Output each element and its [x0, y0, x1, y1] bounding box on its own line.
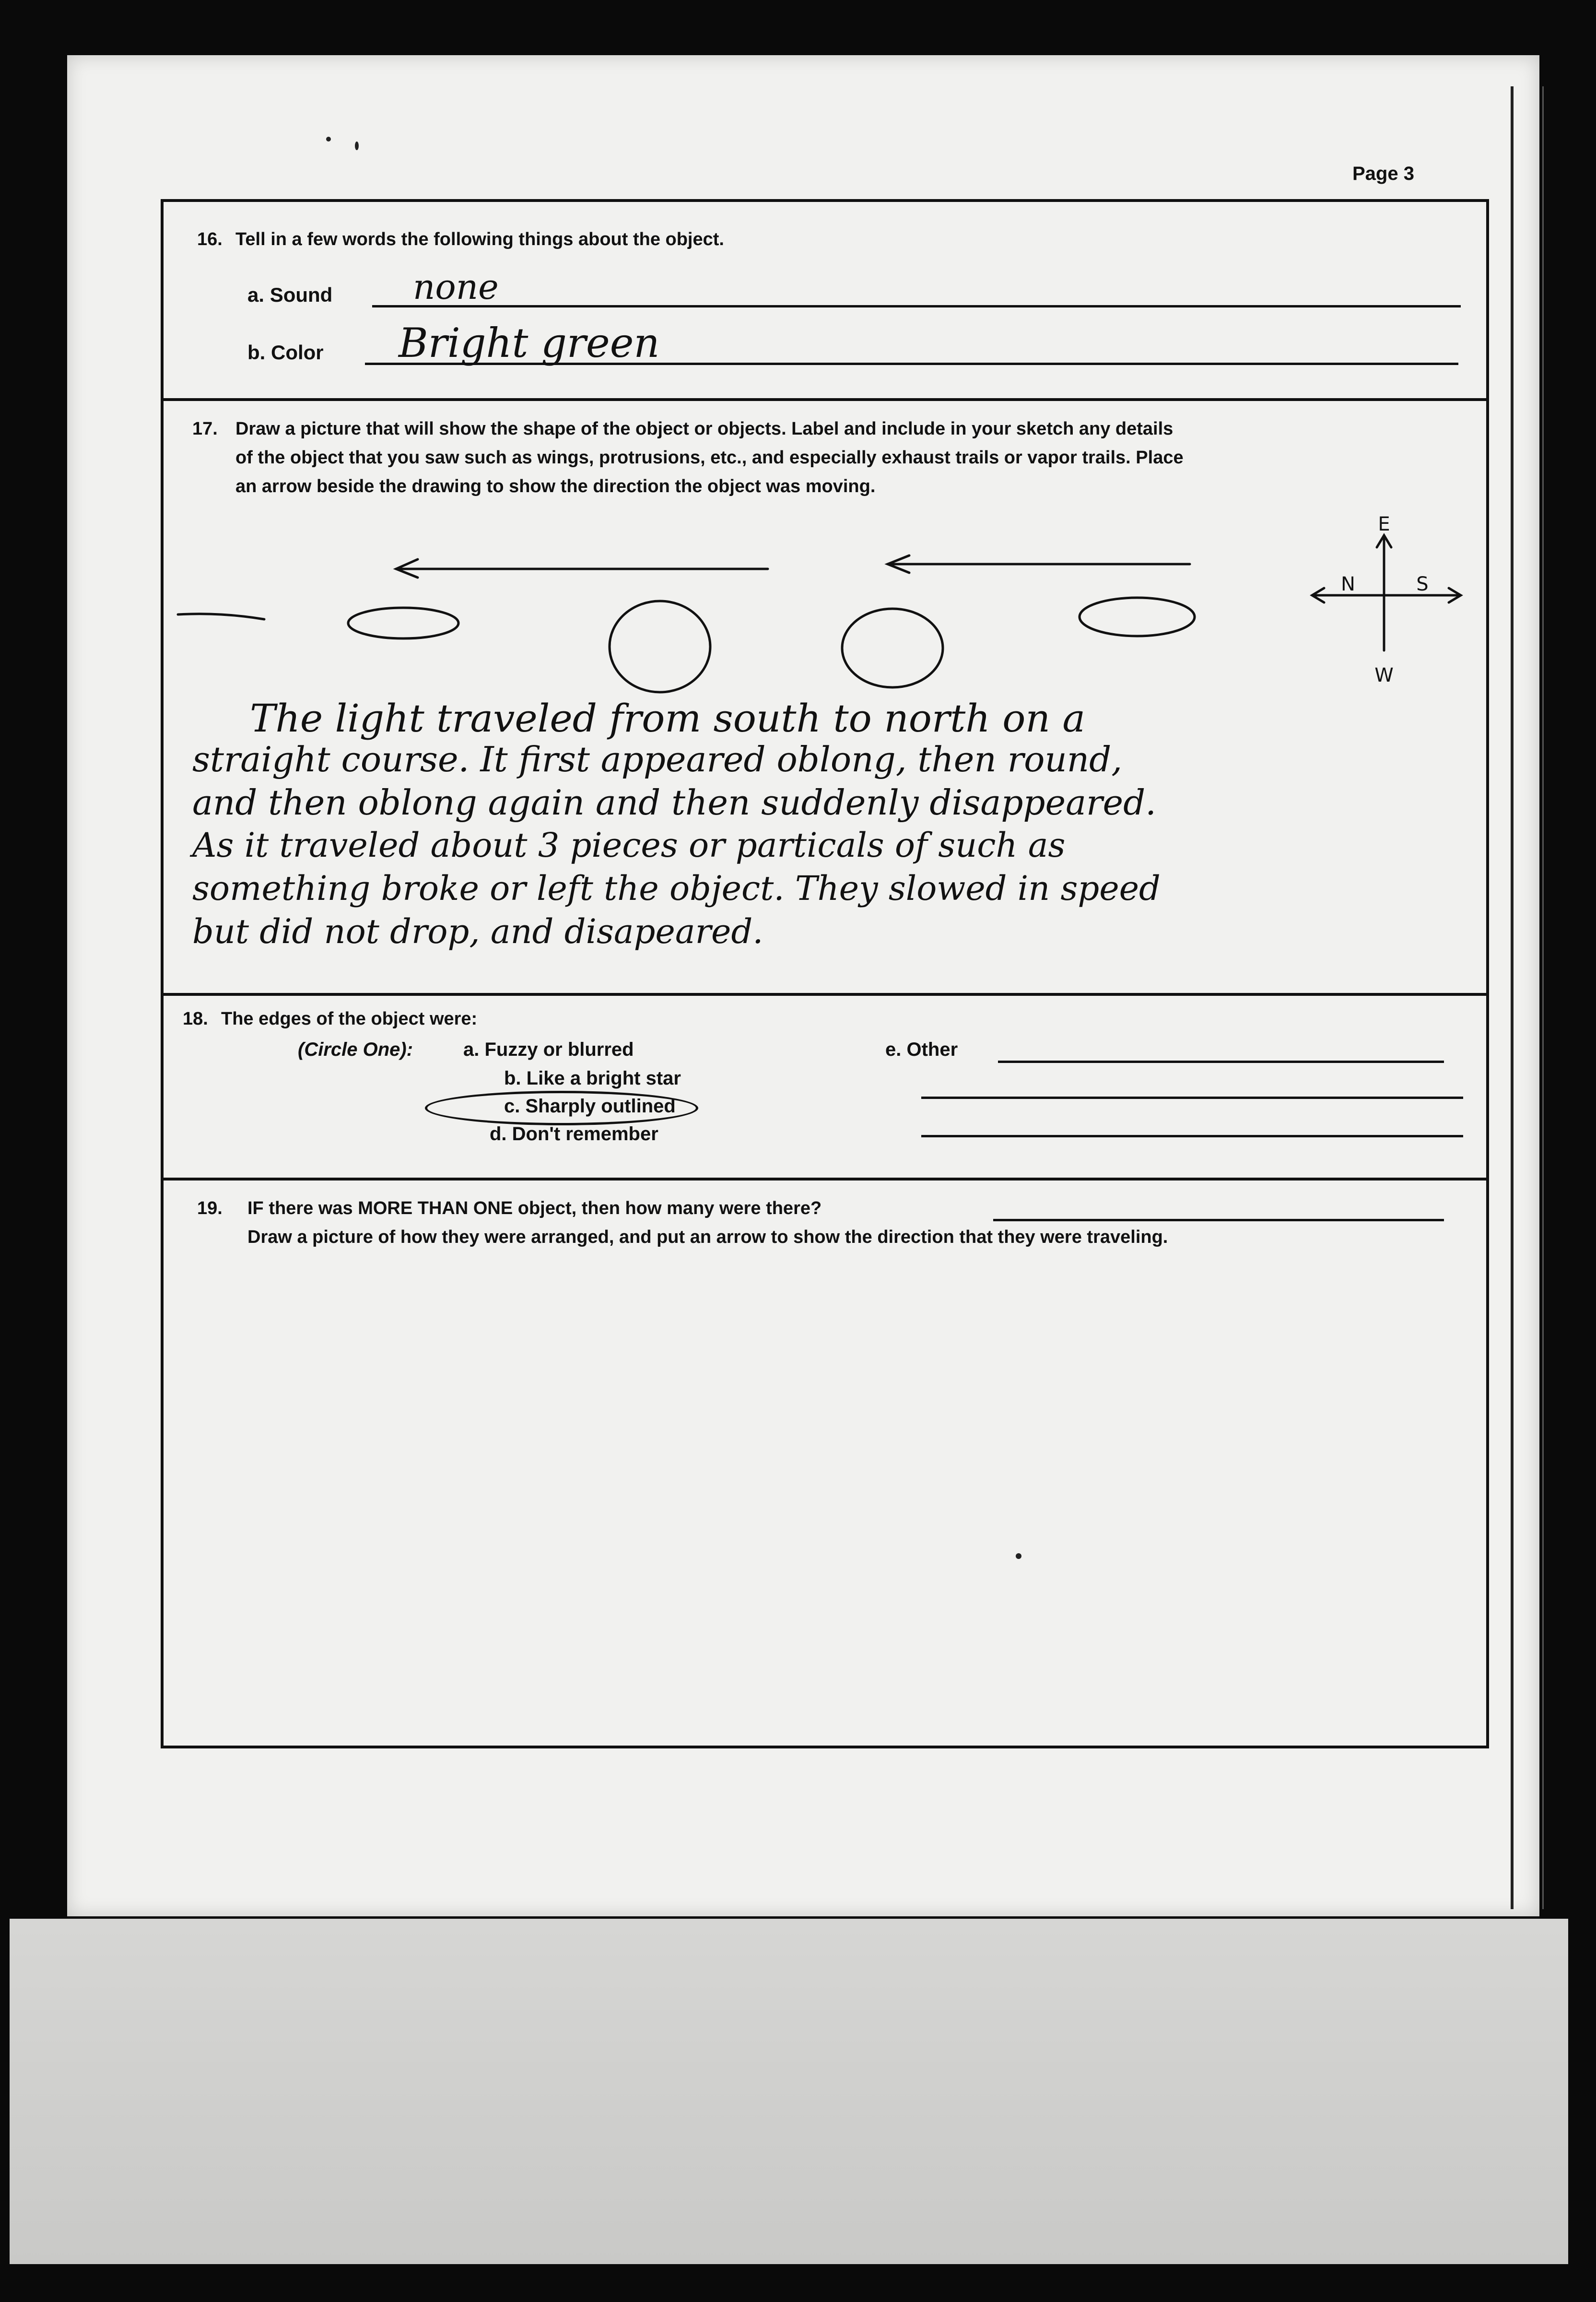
question-18-section [164, 996, 1486, 1181]
edge-option-b[interactable]: b. Like a bright star [504, 1068, 681, 1089]
q17-prompt-line-1: Draw a picture that will show the shape of the object or objects. Label and include in your sketch any details [235, 419, 1174, 439]
edge-option-e-other[interactable]: e. Other [885, 1039, 958, 1060]
edge-option-c[interactable]: c. Sharply outlined [504, 1096, 676, 1117]
q17-prompt-line-2: of the object that you saw such as wings, protrusions, etc., and especially exhaust trails or vapor trails. Place [235, 448, 1184, 468]
other-line-1[interactable] [998, 1061, 1444, 1063]
edge-option-a[interactable]: a. Fuzzy or blurred [463, 1039, 634, 1060]
compass-label-top: E [1378, 513, 1390, 535]
color-label: b. Color [247, 341, 324, 364]
q18-prompt: The edges of the object were: [221, 1009, 478, 1029]
color-value[interactable]: Bright green [399, 319, 660, 366]
description-line-6[interactable]: but did not drop, and disapeared. [192, 912, 763, 951]
sketch-oblong-2 [1080, 598, 1195, 636]
sketch-oblong-1 [348, 608, 458, 638]
sound-label: a. Sound [247, 283, 333, 306]
selected-option-circle [425, 1091, 698, 1125]
dust-speck [355, 142, 359, 150]
question-16-section [164, 202, 1486, 401]
page-edge [1511, 86, 1544, 1909]
compass-label-bottom: W [1374, 664, 1394, 686]
arrangement-drawing-area[interactable] [173, 1262, 1477, 1737]
description-line-1[interactable]: The light traveled from south to north on a [250, 696, 1086, 741]
sketch-round-2 [842, 609, 943, 687]
object-count-line[interactable] [993, 1219, 1444, 1221]
description-line-2[interactable]: straight course. It first appeared oblong, then round, [192, 739, 1123, 779]
q16-number: 16. [197, 229, 223, 249]
q19-number: 19. [197, 1198, 223, 1218]
q18-number: 18. [183, 1009, 208, 1029]
q19-prompt-line-2: Draw a picture of how they were arranged, and put an arrow to show the direction that they were traveling. [247, 1227, 1168, 1247]
question-17-section [164, 401, 1486, 996]
description-line-5[interactable]: something broke or left the object. They slowed in speed [192, 869, 1161, 908]
description-line-4[interactable]: As it traveled about 3 pieces or particals of such as [192, 826, 1066, 865]
q19-prompt-line-1: IF there was MORE THAN ONE object, then how many were there? [247, 1198, 822, 1218]
film-lower-strip [10, 1919, 1568, 2264]
q18-instruction: (Circle One): [298, 1039, 413, 1060]
dust-speck [326, 137, 331, 142]
sound-line [372, 305, 1461, 307]
q17-prompt-line-3: an arrow beside the drawing to show the direction the object was moving. [235, 476, 876, 496]
page-number: Page 3 [1352, 163, 1414, 184]
compass-label-right: S [1416, 573, 1429, 595]
sound-value[interactable]: none [413, 267, 499, 307]
report-form [161, 199, 1489, 1748]
edge-option-d[interactable]: d. Don't remember [490, 1123, 658, 1145]
sketch-streak-left [178, 614, 264, 619]
other-line-3[interactable] [921, 1135, 1463, 1137]
compass-label-left: N [1341, 573, 1355, 595]
q16-prompt: Tell in a few words the following things about the object. [235, 229, 724, 249]
question-19-section [164, 1181, 1486, 1747]
object-sketch [164, 401, 1487, 689]
sketch-round-1 [610, 601, 710, 692]
other-line-2[interactable] [921, 1097, 1463, 1099]
q17-number: 17. [192, 419, 218, 439]
description-line-3[interactable]: and then oblong again and then suddenly disappeared. [192, 782, 1157, 823]
